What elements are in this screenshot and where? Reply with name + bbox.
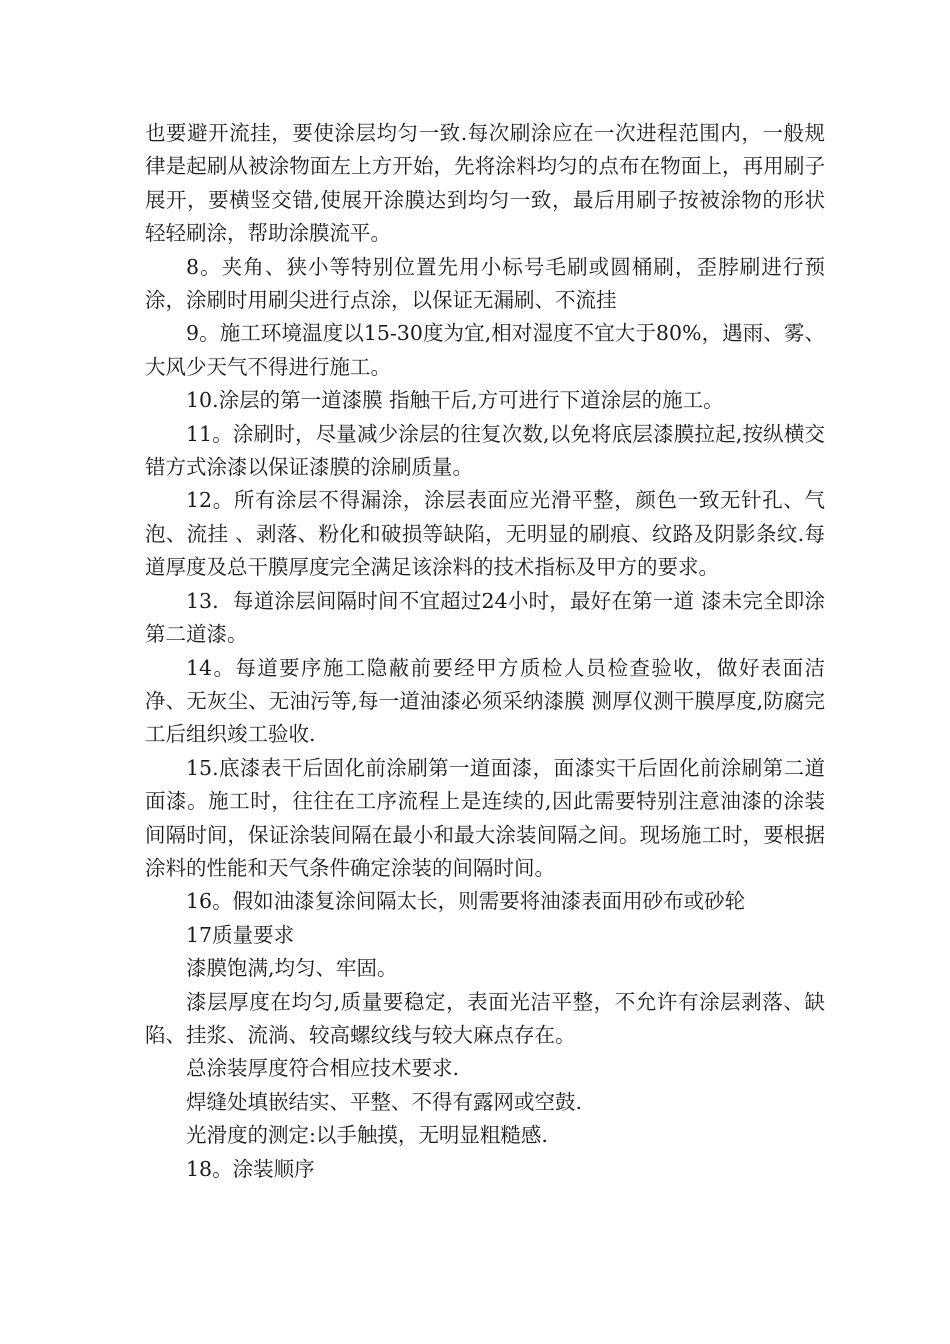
paragraph-quality-2: 漆层厚度在均匀,质量要稳定，表面光洁平整，不允许有涂层剥落、缺陷、挂浆、流淌、较高螺纹线与较大麻点存在。 [145,989,825,1047]
paragraph-item-12: 12。所有涂层不得漏涂，涂层表面应光滑平整，颜色一致无针孔、气泡、流挂 、剥落、粉化和破损等缺陷，无明显的刷痕、纹路及阴影条纹.每道厚度及总干膜厚度完全满足该涂料的技术指标及甲方的要求。 [145,488,825,580]
paragraph-item-8: 8。夹角、狭小等特别位置先用小标号毛刷或圆桶刷，歪脖刷进行预涂，涂刷时用刷尖进行点涂，以保证无漏刷、不流挂 [145,254,825,313]
document-body [145,117,825,1186]
paragraph-item-14: 14。每道要序施工隐蔽前要经甲方质检人员检查验收，做好表面洁净、无灰尘、无油污等,每一道油漆必须采纳漆膜 测厚仪测干膜厚度,防腐完工后组织竣工验收. [145,655,825,747]
paragraph-quality-4: 焊缝处填嵌结实、平整、不得有露网或空鼓. [186,1089,583,1114]
paragraph-item-11: 11。涂刷时，尽量减少涂层的往复次数,以免将底层漆膜拉起,按纵横交错方式涂漆以保证漆膜的涂刷质量。 [145,421,825,480]
paragraph-quality-1: 漆膜饱满,均匀、牢固。 [186,956,398,981]
paragraph-item-10: 10.涂层的第一道漆膜 指触干后,方可进行下道涂层的施工。 [186,388,724,413]
paragraph-quality-3: 总涂装厚度符合相应技术要求. [186,1056,460,1081]
paragraph-item-9: 9。施工环境温度以15-30度为宜,相对湿度不宜大于80%，遇雨、雾、大风少天气不得进行施工。 [145,321,825,379]
section-heading-coating-order: 18。涂装顺序 [186,1156,315,1181]
section-heading-quality: 17质量要求 [186,922,295,947]
paragraph-item-15: 15.底漆表干后固化前涂刷第一道面漆，面漆实干后固化前涂刷第二道面漆。施工时，往往在工序流程上是连续的,因此需要特别注意油漆的涂装间隔时间，保证涂装间隔在最小和最大涂装间隔之间。现场施工时，要根据涂料的性能和天气条件确定涂装的间隔时间。 [145,755,825,880]
paragraph-continuation: 也要避开流挂，要使涂层均匀一致.每次刷涂应在一次进程范围内，一般规律是起刷从被涂物面左上方开始，先将涂料均匀的点布在物面上，再用刷子展开，要横竖交错,使展开涂膜达到均匀一致，最后用刷子按被涂物的形状轻轻刷涂，帮助涂膜流平。 [145,121,825,246]
paragraph-item-13: 13．每道涂层间隔时间不宜超过24小时，最好在第一道 漆未完全即涂第二道漆。 [145,588,825,647]
paragraph-item-16: 16。假如油漆复涂间隔太长，则需要将油漆表面用砂布或砂轮 [186,889,746,914]
paragraph-quality-5: 光滑度的测定:以手触摸，无明显粗糙感. [186,1123,548,1148]
